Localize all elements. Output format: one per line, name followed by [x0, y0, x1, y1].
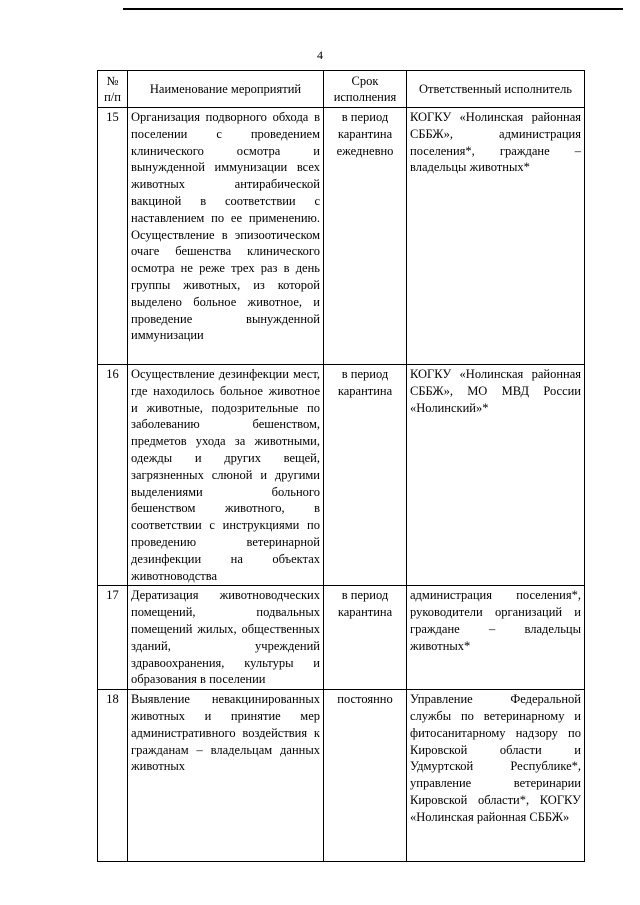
row-responsible: Управление Федеральной службы по ветеринарному и фитосанитарному надзору по Кировской области и Удмуртской Республике*, управление ветеринарии Кировской области*, КОГКУ «Нолинская районная СББЖ»: [407, 690, 585, 862]
header-term: Срок исполнения: [324, 71, 407, 108]
page-number: 4: [317, 48, 323, 62]
row-num: 15: [98, 108, 128, 365]
row-responsible: КОГКУ «Нолинская районная СББЖ», администрация поселения*, граждане – владельцы животных*: [407, 108, 585, 365]
row-name: Осуществление дезинфекции мест, где находилось больное животное и животные, подозрительные по заболеванию бешенством, предметов ухода за животными, одежды и других вещей, загрязненных слюной и другими выделениями больного бешенством животного, в соответствии с инструкциями по проведению ветеринарной дезинфекции на объектах животноводства: [128, 365, 324, 586]
row-num: 18: [98, 690, 128, 862]
table-row: [98, 586, 585, 690]
row-name: Дератизация животноводческих помещений, подвальных помещений жилых, общественных зданий, учреждений здравоохранения, культуры и образования в поселении: [128, 586, 324, 690]
top-rule: [123, 8, 623, 10]
row-responsible: КОГКУ «Нолинская районная СББЖ», МО МВД России «Нолинский»*: [407, 365, 585, 586]
measures-table: [97, 70, 585, 862]
row-term: в период карантина: [324, 586, 407, 690]
table-row: [98, 365, 585, 586]
row-term: в период карантина: [324, 365, 407, 586]
table-header-row: [98, 71, 585, 108]
row-responsible: администрация поселения*, руководители организаций и граждане – владельцы животных*: [407, 586, 585, 690]
table-row: [98, 108, 585, 365]
row-term: в период карантина ежедневно: [324, 108, 407, 365]
row-num: 16: [98, 365, 128, 586]
row-name: Организация подворного обхода в поселении с проведением клинического осмотра и вынужденной иммунизации всех животных антирабической вакциной в соответствии с наставлением по ее применению. Осуществление в эпизоотическом очаге бешенства клинического осмотра не реже трех раз в день группы животных, из которой выделено больное животное, и проведение вынужденной иммунизации: [128, 108, 324, 365]
row-num: 17: [98, 586, 128, 690]
table-row: [98, 690, 585, 862]
row-term: постоянно: [324, 690, 407, 862]
row-name: Выявление невакцинированных животных и принятие мер административного воздействия к гражданам – владельцам данных животных: [128, 690, 324, 862]
header-name: Наименование мероприятий: [128, 71, 324, 108]
header-num: № п/п: [98, 71, 128, 108]
header-responsible: Ответственный исполнитель: [407, 71, 585, 108]
